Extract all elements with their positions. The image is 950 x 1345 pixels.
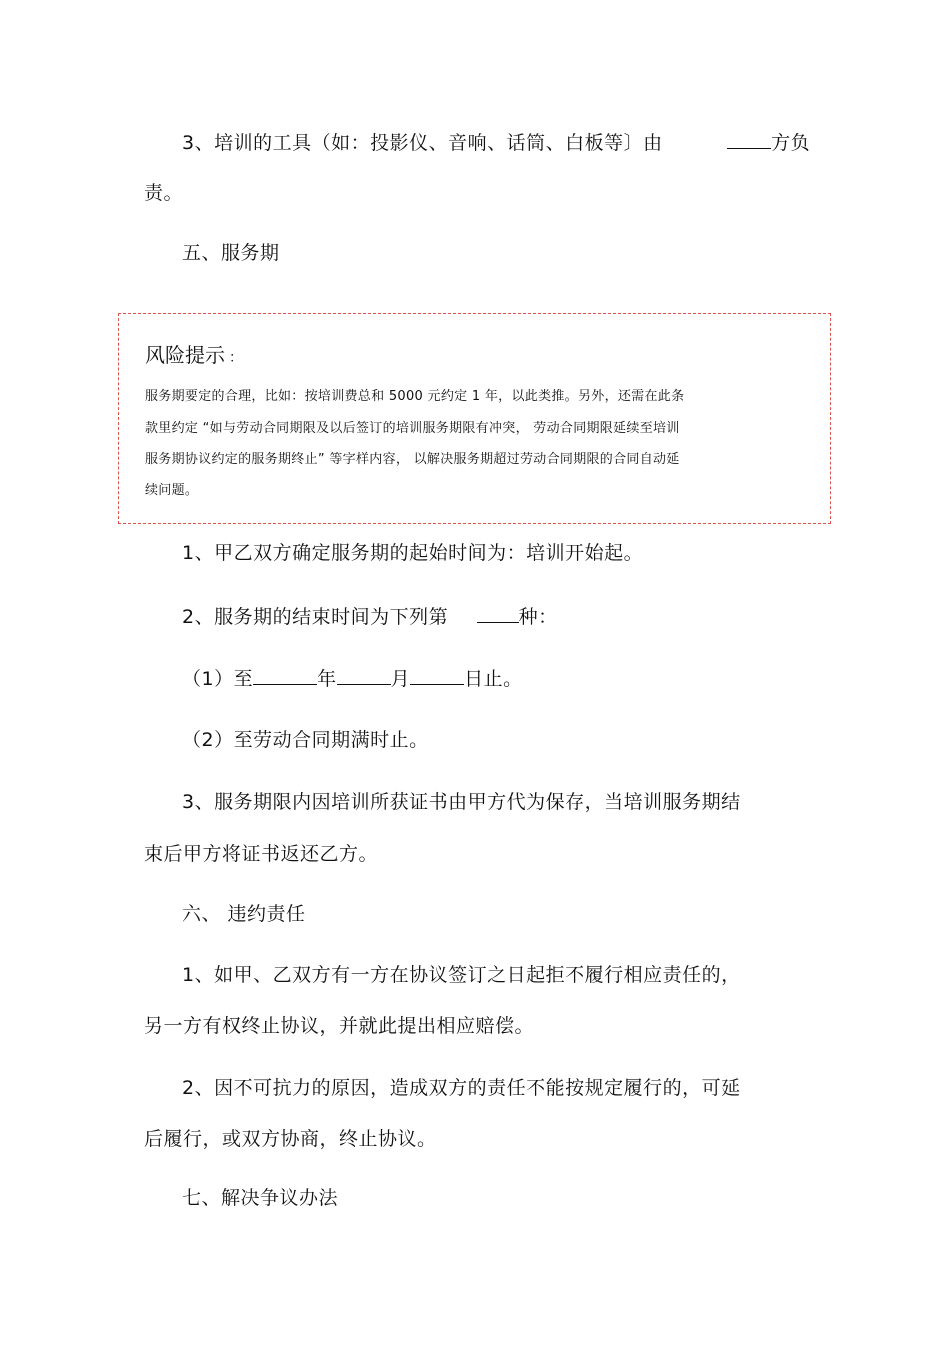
option-number-blank [477,604,519,623]
service-clause-2 [182,604,558,629]
section-6-heading: 六、 违约责任 [182,903,306,925]
breach-clause-1-line2: 另一方有权终止协议，并就此提出相应赔偿。 [144,1015,535,1037]
responsible-party-blank [727,130,771,149]
risk-notice-title-text: 风险提示 [145,343,225,367]
option-1-prefix: （1）至 [182,668,254,690]
risk-notice-box [118,313,831,524]
year-label: 年 [317,668,337,690]
service-clause-3-line2: 束后甲方将证书返还乙方。 [144,843,379,865]
risk-notice-line-2: 款里约定 “如与劳动合同期限及以后签订的培训服务期限有冲突， 劳动合同期限延续至培训 [145,421,680,436]
breach-clause-2-line2: 后履行，或双方协商，终止协议。 [144,1128,437,1150]
day-blank [410,666,464,685]
option-2: （2）至劳动合同期满时止。 [182,729,429,751]
tools-clause-line1 [182,130,810,155]
service-clause-1: 1、甲乙双方确定服务期的起始时间为：培训开始起。 [182,542,644,564]
month-label: 月 [390,668,411,690]
service-clause-2-prefix: 2、服务期的结束时间为下列第 [182,606,449,628]
tools-clause-line2: 责。 [144,182,184,204]
service-clause-2-suffix: 种： [518,606,558,628]
risk-notice-line-3: 服务期协议约定的服务期终止” 等字样内容， 以解决服务期超过劳动合同期限的合同自动延 [145,452,680,467]
day-suffix: 日止。 [464,668,523,690]
risk-notice-line-4: 续问题。 [145,483,199,498]
year-blank [253,666,317,685]
tools-clause-text: 3、培训的工具（如：投影仪、音响、话筒、白板等〕由 [182,132,663,154]
breach-clause-2-line1: 2、因不可抗力的原因，造成双方的责任不能按规定履行的，可延 [182,1077,741,1099]
option-1 [182,666,523,691]
risk-notice-title [145,342,243,371]
risk-notice-line-1: 服务期要定的合理，比如：按培训费总和 5000 元约定 1 年，以此类推。另外，还需在此条 [145,389,685,404]
tools-clause-suffix: 方负 [771,132,811,154]
month-blank [337,666,391,685]
section-5-heading: 五、服务期 [182,242,280,264]
risk-notice-title-colon: ： [229,350,243,366]
service-clause-3-line1: 3、服务期限内因培训所获证书由甲方代为保存，当培训服务期结 [182,791,741,813]
breach-clause-1-line1: 1、如甲、乙双方有一方在协议签订之日起拒不履行相应责任的， [182,964,741,986]
section-7-heading: 七、解决争议办法 [182,1187,339,1209]
